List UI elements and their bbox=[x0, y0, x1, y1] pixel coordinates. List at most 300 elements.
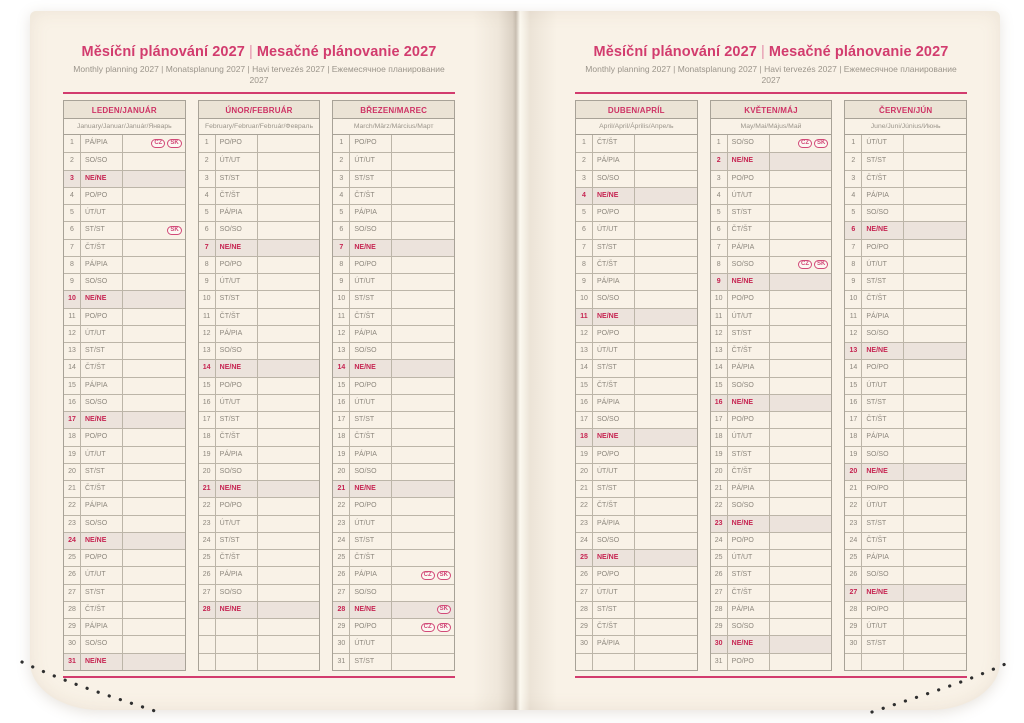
notes-cell bbox=[904, 274, 966, 290]
day-row bbox=[576, 135, 697, 152]
notes-cell bbox=[904, 447, 966, 463]
day-number-cell: 6 bbox=[333, 222, 350, 238]
notes-cell bbox=[123, 585, 185, 601]
day-name-cell: SO/SO bbox=[350, 464, 392, 480]
notes-cell bbox=[392, 291, 454, 307]
day-name-cell: PÁ/PIA bbox=[593, 274, 635, 290]
day-row bbox=[64, 584, 185, 601]
notes-cell bbox=[123, 188, 185, 204]
notes-cell bbox=[904, 205, 966, 221]
day-row-sunday bbox=[64, 653, 185, 670]
day-name-cell: NE/NE bbox=[593, 188, 635, 204]
notes-cell bbox=[770, 464, 832, 480]
notes-cell bbox=[258, 153, 320, 169]
day-row bbox=[845, 411, 966, 428]
day-number-cell: 28 bbox=[711, 602, 728, 618]
day-row bbox=[576, 204, 697, 221]
day-number-cell: 30 bbox=[711, 636, 728, 652]
day-row bbox=[199, 497, 320, 514]
day-number-cell: 23 bbox=[64, 516, 81, 532]
day-number-cell: 7 bbox=[845, 240, 862, 256]
day-number-cell: 22 bbox=[711, 498, 728, 514]
day-number-cell: 12 bbox=[199, 326, 216, 342]
day-number-cell: 19 bbox=[711, 447, 728, 463]
notes-cell bbox=[123, 257, 185, 273]
notes-cell bbox=[392, 654, 454, 670]
day-number-cell: 3 bbox=[199, 171, 216, 187]
day-name-cell: PÁ/PIA bbox=[728, 481, 770, 497]
day-number-cell: 30 bbox=[333, 636, 350, 652]
day-row bbox=[576, 221, 697, 238]
day-number-cell: 16 bbox=[199, 395, 216, 411]
notes-cell bbox=[258, 188, 320, 204]
day-number-cell: 6 bbox=[576, 222, 593, 238]
day-row-sunday bbox=[333, 601, 454, 618]
day-row bbox=[333, 584, 454, 601]
notes-cell bbox=[392, 188, 454, 204]
day-name-cell: PÁ/PIA bbox=[350, 567, 392, 583]
notes-cell bbox=[123, 429, 185, 445]
day-name-cell: ČT/ŠT bbox=[81, 602, 123, 618]
day-name-cell: PO/PO bbox=[862, 240, 904, 256]
day-name-cell: PÁ/PIA bbox=[81, 135, 123, 152]
day-number-cell: 23 bbox=[845, 516, 862, 532]
day-name-cell bbox=[216, 619, 258, 635]
day-number-cell: 18 bbox=[576, 429, 593, 445]
day-number-cell: 26 bbox=[64, 567, 81, 583]
day-name-cell: NE/NE bbox=[216, 602, 258, 618]
notes-cell bbox=[258, 498, 320, 514]
notes-cell bbox=[635, 429, 697, 445]
day-number-cell: 6 bbox=[199, 222, 216, 238]
notes-cell bbox=[904, 619, 966, 635]
day-name-cell: PO/PO bbox=[216, 257, 258, 273]
notes-cell bbox=[904, 654, 966, 670]
day-row bbox=[199, 566, 320, 583]
day-row-sunday bbox=[711, 515, 832, 532]
day-name-cell: SO/SO bbox=[350, 585, 392, 601]
day-number-cell: 30 bbox=[845, 636, 862, 652]
notes-cell bbox=[392, 636, 454, 652]
month-header-label: LEDEN/JANUÁR bbox=[63, 100, 186, 119]
day-number-cell: 31 bbox=[333, 654, 350, 670]
notes-cell bbox=[258, 447, 320, 463]
notes-cell bbox=[904, 153, 966, 169]
day-row bbox=[64, 446, 185, 463]
day-name-cell: NE/NE bbox=[593, 309, 635, 325]
month-subtitle-label: March/März/Március/Март bbox=[332, 119, 455, 135]
title-divider: | bbox=[760, 44, 765, 60]
day-row bbox=[333, 618, 454, 635]
day-number-cell: 10 bbox=[333, 291, 350, 307]
day-name-cell: ÚT/UT bbox=[862, 498, 904, 514]
notes-cell bbox=[123, 291, 185, 307]
day-row bbox=[64, 618, 185, 635]
notes-cell bbox=[770, 171, 832, 187]
day-number-cell: 14 bbox=[845, 360, 862, 376]
day-row-sunday bbox=[711, 635, 832, 652]
day-row bbox=[333, 170, 454, 187]
notes-cell bbox=[770, 654, 832, 670]
day-row bbox=[711, 359, 832, 376]
notes-cell bbox=[770, 343, 832, 359]
day-number-cell: 12 bbox=[711, 326, 728, 342]
day-number-cell: 11 bbox=[845, 309, 862, 325]
notes-cell bbox=[904, 360, 966, 376]
day-name-cell: ČT/ŠT bbox=[862, 412, 904, 428]
day-name-cell: SO/SO bbox=[728, 135, 770, 152]
day-name-cell: NE/NE bbox=[350, 602, 392, 618]
day-name-cell: ST/ST bbox=[862, 153, 904, 169]
day-name-cell: PO/PO bbox=[728, 291, 770, 307]
day-number-cell: 15 bbox=[64, 378, 81, 394]
day-number-cell: 10 bbox=[64, 291, 81, 307]
day-name-cell: PO/PO bbox=[728, 654, 770, 670]
notes-cell bbox=[770, 135, 832, 152]
notes-cell bbox=[123, 205, 185, 221]
day-row-sunday bbox=[333, 239, 454, 256]
page-title-czech: Měsíční plánování 2027 bbox=[81, 44, 245, 60]
day-row bbox=[64, 152, 185, 169]
day-row bbox=[845, 497, 966, 514]
day-row bbox=[711, 497, 832, 514]
day-row bbox=[333, 187, 454, 204]
day-row bbox=[711, 618, 832, 635]
day-name-cell: PO/PO bbox=[350, 257, 392, 273]
notes-cell bbox=[635, 395, 697, 411]
day-row bbox=[333, 532, 454, 549]
day-name-cell: ČT/ŠT bbox=[593, 378, 635, 394]
day-row bbox=[576, 532, 697, 549]
notes-cell bbox=[392, 533, 454, 549]
day-row bbox=[576, 377, 697, 394]
day-number-cell: 1 bbox=[333, 135, 350, 152]
day-number-cell: 23 bbox=[576, 516, 593, 532]
notes-cell bbox=[123, 567, 185, 583]
page-right bbox=[515, 11, 1000, 710]
day-row bbox=[845, 635, 966, 652]
day-number-cell: 1 bbox=[711, 135, 728, 152]
day-row bbox=[64, 515, 185, 532]
day-name-cell: PO/PO bbox=[862, 360, 904, 376]
day-row bbox=[576, 411, 697, 428]
month-column-cerven-jun bbox=[844, 100, 967, 671]
notes-cell bbox=[635, 360, 697, 376]
day-name-cell: PÁ/PIA bbox=[350, 326, 392, 342]
day-row bbox=[199, 377, 320, 394]
notes-cell bbox=[258, 395, 320, 411]
day-name-cell: ST/ST bbox=[81, 343, 123, 359]
day-row bbox=[64, 135, 185, 152]
day-row bbox=[64, 256, 185, 273]
day-name-cell: PÁ/PIA bbox=[350, 447, 392, 463]
day-row bbox=[64, 359, 185, 376]
day-row-sunday bbox=[199, 601, 320, 618]
day-name-cell: ST/ST bbox=[862, 395, 904, 411]
day-row bbox=[576, 446, 697, 463]
notes-cell bbox=[635, 222, 697, 238]
notes-cell bbox=[392, 498, 454, 514]
day-number-cell: 15 bbox=[576, 378, 593, 394]
month-day-grid bbox=[575, 135, 698, 671]
notes-cell bbox=[392, 447, 454, 463]
day-name-cell: ČT/ŠT bbox=[81, 360, 123, 376]
notes-cell bbox=[258, 274, 320, 290]
day-number-cell: 4 bbox=[333, 188, 350, 204]
day-number-cell: 15 bbox=[845, 378, 862, 394]
notes-cell bbox=[904, 636, 966, 652]
day-row bbox=[64, 325, 185, 342]
day-name-cell: ST/ST bbox=[862, 636, 904, 652]
day-name-cell: PO/PO bbox=[216, 135, 258, 152]
day-name-cell: SO/SO bbox=[593, 171, 635, 187]
day-number-cell: 14 bbox=[333, 360, 350, 376]
day-row bbox=[711, 187, 832, 204]
day-row bbox=[64, 463, 185, 480]
day-number-cell: 2 bbox=[199, 153, 216, 169]
notes-cell bbox=[123, 619, 185, 635]
day-row bbox=[845, 394, 966, 411]
day-number-cell: 1 bbox=[64, 135, 81, 152]
day-row bbox=[64, 480, 185, 497]
day-row bbox=[333, 394, 454, 411]
day-row bbox=[845, 566, 966, 583]
day-number-cell: 7 bbox=[199, 240, 216, 256]
day-name-cell: ST/ST bbox=[593, 481, 635, 497]
day-number-cell: 12 bbox=[845, 326, 862, 342]
day-number-cell bbox=[845, 654, 862, 670]
day-number-cell: 27 bbox=[199, 585, 216, 601]
day-number-cell: 2 bbox=[64, 153, 81, 169]
day-name-cell: PO/PO bbox=[862, 481, 904, 497]
day-name-cell: NE/NE bbox=[728, 516, 770, 532]
day-number-cell: 4 bbox=[576, 188, 593, 204]
day-row bbox=[711, 308, 832, 325]
day-name-cell: ČT/ŠT bbox=[350, 309, 392, 325]
day-name-cell: ÚT/UT bbox=[216, 153, 258, 169]
day-number-cell: 3 bbox=[64, 171, 81, 187]
month-day-grid bbox=[332, 135, 455, 671]
day-name-cell: SO/SO bbox=[862, 567, 904, 583]
day-number-cell: 4 bbox=[845, 188, 862, 204]
day-number-cell: 17 bbox=[199, 412, 216, 428]
day-number-cell: 13 bbox=[64, 343, 81, 359]
month-column-duben-april bbox=[575, 100, 698, 671]
day-name-cell: PO/PO bbox=[728, 533, 770, 549]
day-name-cell: SO/SO bbox=[593, 291, 635, 307]
notes-cell bbox=[635, 309, 697, 325]
day-number-cell: 11 bbox=[64, 309, 81, 325]
day-name-cell: NE/NE bbox=[216, 360, 258, 376]
notes-cell bbox=[392, 602, 454, 618]
day-row bbox=[711, 135, 832, 152]
day-number-cell: 9 bbox=[64, 274, 81, 290]
day-row bbox=[199, 152, 320, 169]
day-number-cell: 7 bbox=[711, 240, 728, 256]
day-name-cell: ST/ST bbox=[81, 222, 123, 238]
day-number-cell: 28 bbox=[845, 602, 862, 618]
day-number-cell: 15 bbox=[333, 378, 350, 394]
day-number-cell: 25 bbox=[199, 550, 216, 566]
day-number-cell: 24 bbox=[64, 533, 81, 549]
notes-cell bbox=[635, 153, 697, 169]
day-row bbox=[711, 221, 832, 238]
day-row bbox=[333, 135, 454, 152]
notes-cell bbox=[635, 274, 697, 290]
day-number-cell: 25 bbox=[64, 550, 81, 566]
day-row bbox=[333, 653, 454, 670]
cz-holiday-badge: CZ bbox=[798, 260, 812, 269]
day-row bbox=[845, 377, 966, 394]
day-row bbox=[64, 342, 185, 359]
day-number-cell: 7 bbox=[576, 240, 593, 256]
day-number-cell: 13 bbox=[711, 343, 728, 359]
day-name-cell: NE/NE bbox=[728, 395, 770, 411]
day-number-cell: 3 bbox=[711, 171, 728, 187]
day-number-cell: 24 bbox=[333, 533, 350, 549]
day-name-cell: PÁ/PIA bbox=[593, 636, 635, 652]
day-name-cell: NE/NE bbox=[81, 291, 123, 307]
day-name-cell: ČT/ŠT bbox=[216, 309, 258, 325]
notes-cell bbox=[770, 222, 832, 238]
day-name-cell: PÁ/PIA bbox=[216, 567, 258, 583]
cz-holiday-badge: CZ bbox=[421, 623, 435, 632]
day-row bbox=[199, 221, 320, 238]
day-name-cell: ÚT/UT bbox=[862, 257, 904, 273]
day-row bbox=[333, 635, 454, 652]
day-number-cell: 20 bbox=[199, 464, 216, 480]
notes-cell bbox=[770, 602, 832, 618]
day-row bbox=[711, 411, 832, 428]
month-subtitle-label: June/Juni/Június/Июнь bbox=[844, 119, 967, 135]
day-name-cell: ÚT/UT bbox=[593, 464, 635, 480]
day-number-cell: 9 bbox=[576, 274, 593, 290]
notes-cell bbox=[635, 654, 697, 670]
day-row bbox=[711, 170, 832, 187]
day-name-cell: PO/PO bbox=[350, 619, 392, 635]
day-row bbox=[64, 428, 185, 445]
month-column-leden-januar bbox=[63, 100, 186, 671]
notes-cell bbox=[258, 378, 320, 394]
day-row bbox=[711, 532, 832, 549]
day-row-sunday bbox=[845, 342, 966, 359]
notes-cell bbox=[904, 602, 966, 618]
notes-cell bbox=[258, 636, 320, 652]
day-row bbox=[64, 566, 185, 583]
notes-cell bbox=[123, 533, 185, 549]
day-number-cell: 15 bbox=[199, 378, 216, 394]
notes-cell bbox=[770, 326, 832, 342]
day-row-sunday bbox=[64, 411, 185, 428]
day-row bbox=[711, 290, 832, 307]
notes-cell bbox=[904, 343, 966, 359]
sk-holiday-badge: SK bbox=[437, 623, 451, 632]
notes-cell bbox=[392, 464, 454, 480]
page-left bbox=[30, 11, 515, 710]
day-row bbox=[333, 290, 454, 307]
day-name-cell: ČT/ŠT bbox=[81, 240, 123, 256]
day-name-cell: NE/NE bbox=[81, 171, 123, 187]
day-row bbox=[576, 152, 697, 169]
open-planner-book bbox=[30, 11, 1000, 710]
day-row bbox=[711, 325, 832, 342]
day-name-cell: SO/SO bbox=[593, 533, 635, 549]
day-name-cell: NE/NE bbox=[728, 274, 770, 290]
day-number-cell: 10 bbox=[576, 291, 593, 307]
notes-cell bbox=[123, 222, 185, 238]
day-row bbox=[199, 325, 320, 342]
day-row-sunday bbox=[333, 359, 454, 376]
day-number-cell: 22 bbox=[199, 498, 216, 514]
notes-cell bbox=[904, 222, 966, 238]
day-name-cell: NE/NE bbox=[862, 585, 904, 601]
day-number-cell: 21 bbox=[333, 481, 350, 497]
day-number-cell: 12 bbox=[576, 326, 593, 342]
day-number-cell: 16 bbox=[576, 395, 593, 411]
day-name-cell: PÁ/PIA bbox=[593, 395, 635, 411]
notes-cell bbox=[635, 240, 697, 256]
day-row-sunday bbox=[845, 584, 966, 601]
day-name-cell: ÚT/UT bbox=[728, 550, 770, 566]
day-number-cell bbox=[576, 654, 593, 670]
day-name-cell: SO/SO bbox=[862, 326, 904, 342]
sk-holiday-badge: SK bbox=[437, 605, 451, 614]
day-name-cell: ČT/ŠT bbox=[862, 291, 904, 307]
day-name-cell: ST/ST bbox=[216, 412, 258, 428]
day-name-cell: ÚT/UT bbox=[593, 585, 635, 601]
day-name-cell: PÁ/PIA bbox=[81, 619, 123, 635]
day-number-cell: 2 bbox=[845, 153, 862, 169]
notes-cell bbox=[635, 188, 697, 204]
day-row-sunday bbox=[64, 170, 185, 187]
notes-cell bbox=[770, 378, 832, 394]
notes-cell bbox=[258, 412, 320, 428]
day-row-sunday bbox=[845, 463, 966, 480]
notes-cell bbox=[392, 135, 454, 152]
notes-cell bbox=[904, 378, 966, 394]
day-number-cell bbox=[199, 619, 216, 635]
notes-cell bbox=[770, 567, 832, 583]
title-rule bbox=[575, 92, 967, 94]
sk-holiday-badge: SK bbox=[814, 260, 828, 269]
notes-cell bbox=[635, 135, 697, 152]
day-number-cell: 4 bbox=[64, 188, 81, 204]
notes-cell bbox=[392, 222, 454, 238]
day-row bbox=[576, 273, 697, 290]
day-name-cell: ST/ST bbox=[350, 412, 392, 428]
day-number-cell bbox=[199, 636, 216, 652]
day-name-cell: PÁ/PIA bbox=[216, 205, 258, 221]
day-name-cell: PÁ/PIA bbox=[862, 429, 904, 445]
day-row bbox=[333, 204, 454, 221]
day-number-cell: 26 bbox=[199, 567, 216, 583]
day-row bbox=[64, 221, 185, 238]
day-name-cell: SO/SO bbox=[81, 636, 123, 652]
day-number-cell: 20 bbox=[333, 464, 350, 480]
month-subtitle-label: April/April/Április/Апрель bbox=[575, 119, 698, 135]
day-number-cell: 2 bbox=[576, 153, 593, 169]
day-row bbox=[711, 428, 832, 445]
notes-cell bbox=[635, 498, 697, 514]
day-name-cell: ČT/ŠT bbox=[728, 585, 770, 601]
day-name-cell: SO/SO bbox=[728, 619, 770, 635]
day-row bbox=[711, 566, 832, 583]
months-row-left bbox=[63, 100, 455, 671]
notes-cell bbox=[258, 205, 320, 221]
day-row bbox=[711, 463, 832, 480]
notes-cell bbox=[392, 567, 454, 583]
cz-holiday-badge: CZ bbox=[421, 571, 435, 580]
